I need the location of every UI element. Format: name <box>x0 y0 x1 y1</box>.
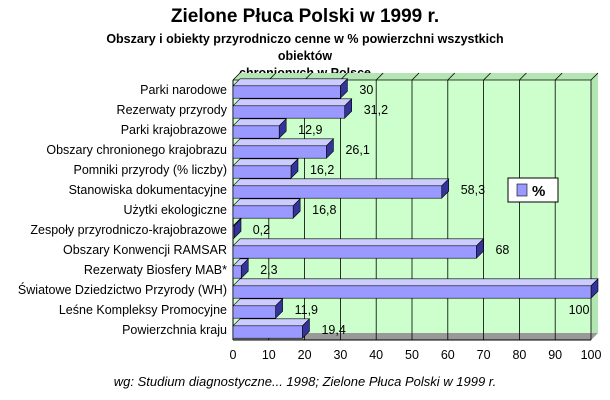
bar <box>233 166 291 178</box>
x-tick-label: 10 <box>261 348 276 362</box>
x-tick-label: 30 <box>333 348 348 362</box>
x-tick-label: 100 <box>580 348 602 362</box>
bar-top <box>233 319 309 326</box>
bar <box>233 306 276 318</box>
category-label: Rezerwaty przyrody <box>116 103 227 117</box>
x-tick-label: 60 <box>440 348 455 362</box>
bar <box>233 86 340 98</box>
bar <box>233 186 442 198</box>
category-label: Powierzchnia kraju <box>122 323 227 337</box>
category-label: Użytki ekologiczne <box>123 203 227 217</box>
bar <box>233 286 591 298</box>
value-label: 11,9 <box>294 303 319 317</box>
x-tick-label: 20 <box>297 348 312 362</box>
chart-title: Zielone Płuca Polski w 1999 r. <box>170 6 440 27</box>
category-label: Światowe Dziedzictwo Przyrody (WH) <box>17 283 227 297</box>
x-tick-label: 0 <box>229 348 237 362</box>
bar-top <box>233 279 598 286</box>
bar-top <box>233 99 352 106</box>
bar-top <box>233 79 347 86</box>
bar <box>233 146 326 158</box>
category-label: Parki narodowe <box>140 83 227 97</box>
bar <box>233 106 345 118</box>
value-label: 68 <box>495 243 510 257</box>
bar <box>233 226 234 238</box>
category-label: Rezerwaty Biosfery MAB* <box>83 263 227 277</box>
value-label: 31,2 <box>363 103 389 117</box>
category-label: Obszary Konwencji RAMSAR <box>63 243 227 257</box>
value-label: 58,3 <box>460 183 486 197</box>
value-label: 19,4 <box>321 323 346 337</box>
bar-top <box>233 299 283 306</box>
category-label: Leśne Kompleksy Promocyjne <box>58 303 227 317</box>
legend-label: % <box>532 183 546 200</box>
category-label: Parki krajobrazowe <box>120 123 227 137</box>
legend-swatch <box>517 184 527 196</box>
value-label: 16,8 <box>312 203 337 217</box>
value-label: 0,2 <box>252 223 271 237</box>
value-label: 26,1 <box>345 143 370 157</box>
bar-top <box>233 139 333 146</box>
value-label: 16,2 <box>309 163 335 177</box>
x-tick-label: 50 <box>405 348 419 362</box>
category-label: Zespoły przyrodniczo-krajobrazowe <box>30 223 227 237</box>
x-tick-label: 90 <box>548 348 563 362</box>
bar <box>233 266 241 278</box>
source-note: wg: Studium diagnostyczne... 1998; Zielone Płuca Polski w 1999 r. <box>113 374 497 389</box>
bar <box>233 246 476 258</box>
value-label: 2,3 <box>260 263 278 277</box>
bar-top <box>233 199 300 206</box>
value-label: 100 <box>568 303 590 317</box>
value-label: 30 <box>359 83 374 97</box>
category-label: Obszary chronionego krajobrazu <box>46 143 227 157</box>
x-tick-label: 80 <box>512 348 527 362</box>
chart-subtitle-line1: Obszary i obiekty przyrodniczo cenne w % powierzchni wszystkich obiektów <box>106 32 504 63</box>
category-label: Stanowiska dokumentacyjne <box>68 183 227 197</box>
bar <box>233 326 302 338</box>
x-tick-label: 70 <box>476 348 491 362</box>
bar <box>233 206 293 218</box>
bar-top <box>233 239 483 246</box>
category-label: Pomniki przyrody (% liczby) <box>73 163 227 177</box>
x-tick-label: 40 <box>369 348 384 362</box>
value-label: 12,9 <box>298 123 323 137</box>
bar-top <box>233 159 298 166</box>
bar-top <box>233 179 449 186</box>
bar-top <box>233 119 286 126</box>
bar <box>233 126 279 138</box>
